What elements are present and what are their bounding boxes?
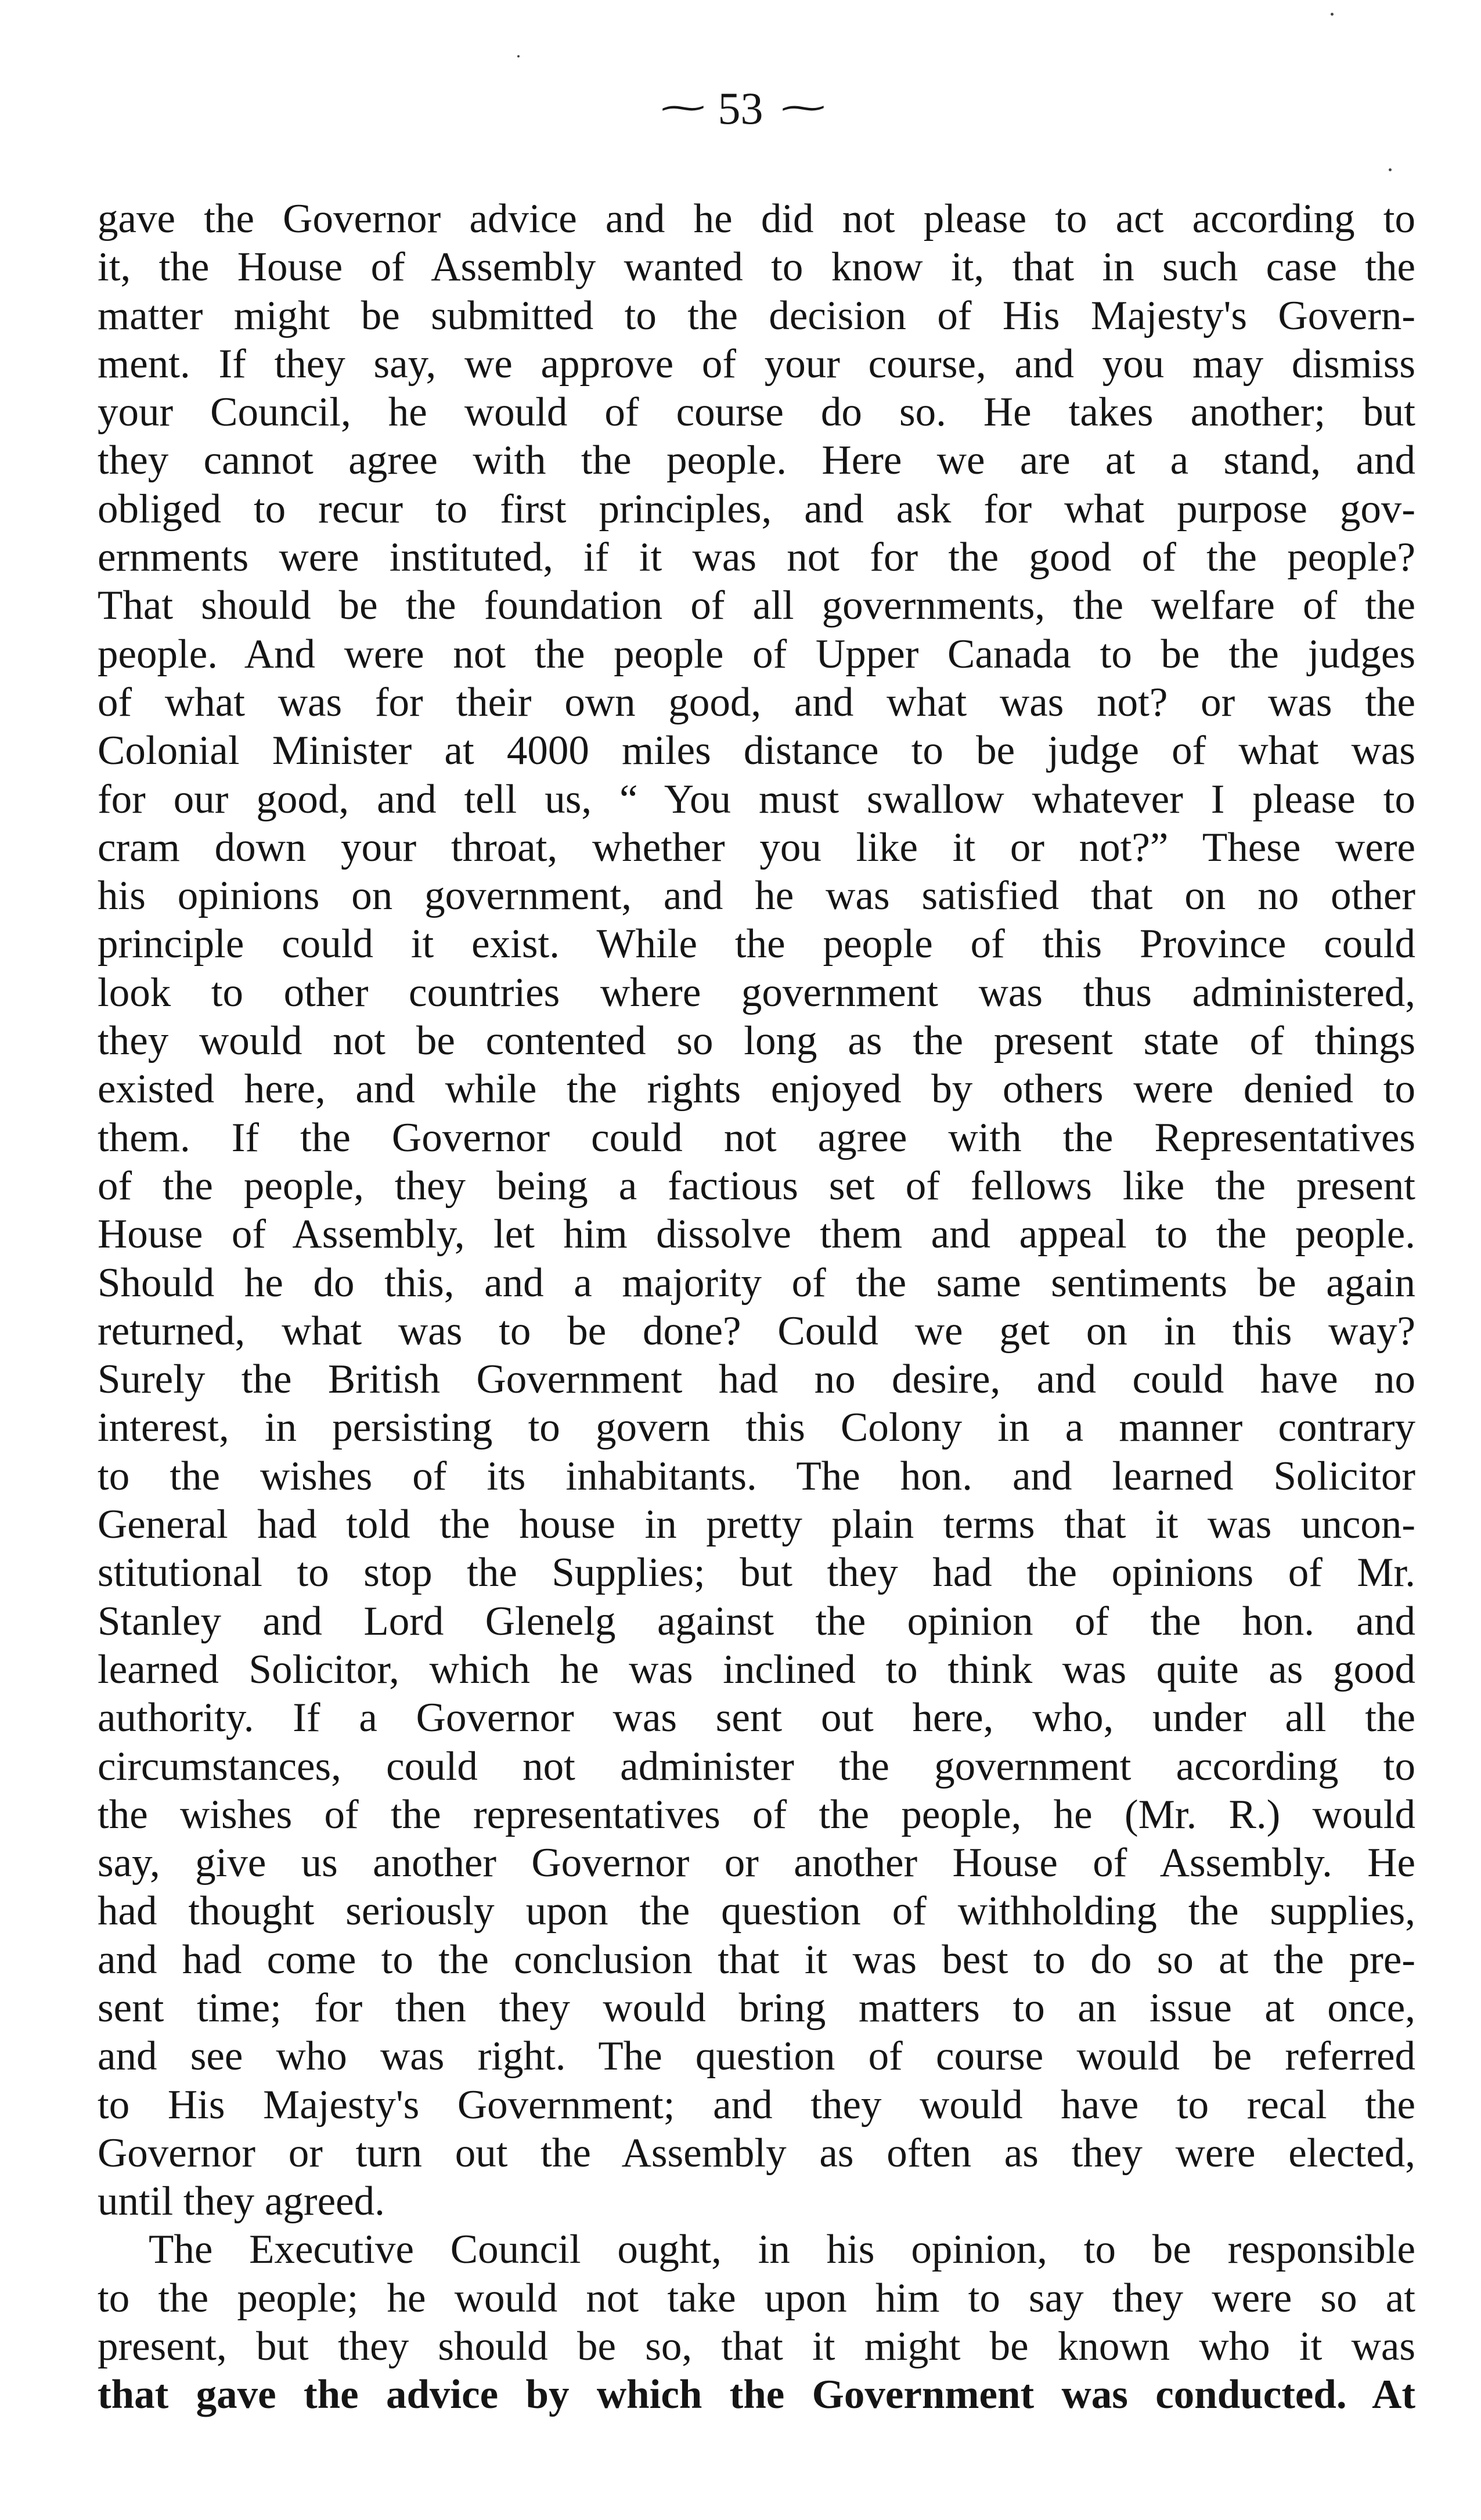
text-line: until they agreed. [98,2179,385,2225]
text-line: Surely the British Government had no desire, and could have no [98,1357,1415,1403]
text-line: they would not be contented so long as the present state of things [98,1018,1415,1064]
text-line: existed here, and while the rights enjoyed by others were denied to [98,1066,1415,1112]
text-line: obliged to recur to first principles, and ask for what purpose gov- [98,486,1415,532]
text-line: authority. If a Governor was sent out here, who, under all the [98,1695,1415,1741]
text-line: your Council, he would of course do so. He takes another; but [98,390,1415,435]
body-text [98,195,1415,2420]
text-line: had thought seriously upon the question of withholding the supplies, [98,1888,1415,1934]
text-line: Governor or turn out the Assembly as often as they were elected, [98,2130,1415,2176]
text-line: for our good, and tell us, “ You must swallow whatever I please to [98,776,1415,822]
text-line: people. And were not the people of Upper Canada to be the judges [98,631,1415,677]
page-number: 53 [718,83,763,134]
page-header [0,81,1481,134]
text-line: interest, in persisting to govern this Colony in a manner contrary [98,1405,1415,1451]
left-ornament-icon: ⁓ [660,92,701,125]
text-line: Colonial Minister at 4000 miles distance to be judge of what was [98,728,1415,774]
text-line: General had told the house in pretty plain terms that it was uncon- [98,1502,1415,1548]
text-line: the wishes of the representatives of the people, he (Mr. R.) would [98,1791,1415,1837]
text-line: Should he do this, and a majority of the same sentiments be again [98,1260,1415,1306]
text-line: to His Majesty's Government; and they would have to recal the [98,2082,1415,2128]
print-speck [517,55,520,57]
text-line: look to other countries where government was thus administered, [98,969,1415,1015]
print-speck [1331,13,1334,16]
text-line: Stanley and Lord Glenelg against the opinion of the hon. and [98,1598,1415,1644]
text-line: sent time; for then they would bring matters to an issue at once, [98,1985,1415,2031]
text-line: to the people; he would not take upon him to say they were so at [98,2275,1415,2321]
text-line: present, but they should be so, that it might be known who it was [98,2324,1415,2370]
text-line: House of Assembly, let him dissolve them and appeal to the people. [98,1212,1415,1257]
text-line: ernments were instituted, if it was not for the good of the people? [98,535,1415,581]
text-line: ment. If they say, we approve of your course, and you may dismiss [98,341,1415,387]
text-line: matter might be submitted to the decision of His Majesty's Govern- [98,293,1415,338]
text-line: they cannot agree with the people. Here we are at a stand, and [98,438,1415,484]
text-line: The Executive Council ought, in his opinion, to be responsible [149,2227,1415,2273]
text-line: of the people, they being a factious set of fellows like the present [98,1163,1415,1209]
text-line: them. If the Governor could not agree with the Representatives [98,1115,1415,1160]
text-line: cram down your throat, whether you like it or not?” These were [98,824,1415,870]
text-line: to the wishes of its inhabitants. The hon. and learned Solicitor [98,1453,1415,1499]
text-line: returned, what was to be done? Could we get on in this way? [98,1308,1415,1354]
text-line: and had come to the conclusion that it was best to do so at the pre- [98,1937,1415,1982]
text-line: learned Solicitor, which he was inclined to think was quite as good [98,1646,1415,1692]
text-line: that gave the advice by which the Government was conducted. At [98,2372,1415,2418]
text-line: gave the Governor advice and he did not please to act according to [98,196,1415,241]
text-line: circumstances, could not administer the government according to [98,1743,1415,1789]
text-line: of what was for their own good, and what was not? or was the [98,679,1415,725]
print-speck [1389,168,1392,171]
text-line: That should be the foundation of all governments, the welfare of the [98,583,1415,629]
right-ornament-icon: ⁓ [780,92,821,125]
text-line: principle could it exist. While the people of this Province could [98,921,1415,967]
text-line: say, give us another Governor or another House of Assembly. He [98,1840,1415,1886]
text-line: and see who was right. The question of course would be referred [98,2034,1415,2079]
text-line: his opinions on government, and he was satisfied that on no other [98,873,1415,919]
text-line: it, the House of Assembly wanted to know it, that in such case the [98,244,1415,290]
text-line: stitutional to stop the Supplies; but they had the opinions of Mr. [98,1550,1415,1596]
